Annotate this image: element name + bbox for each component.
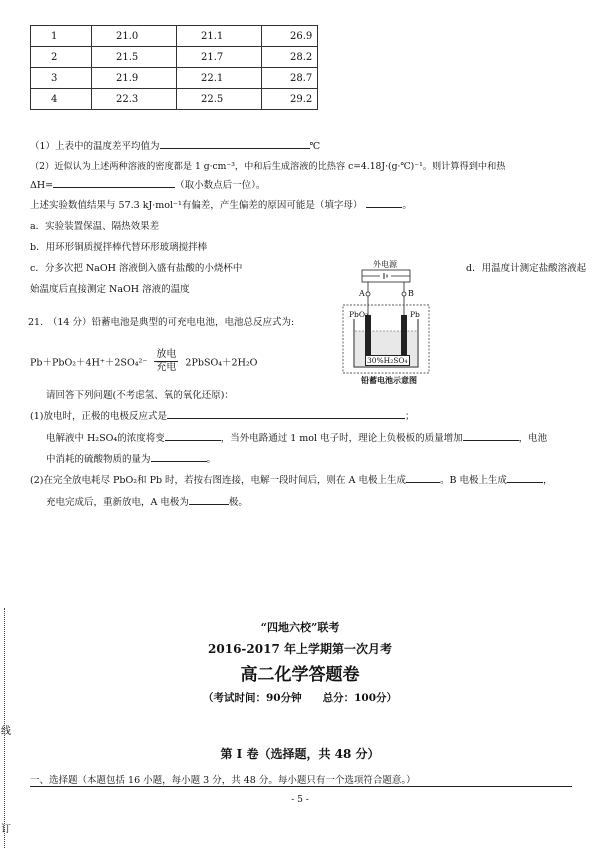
question-21-intro: 21. （14 分）铅蓄电池是典型的可充电电池，电池总反应式为: bbox=[28, 317, 295, 328]
part-1-text: 电解液中 H₂SO₄的浓度将变 bbox=[46, 433, 165, 444]
exam-union-title: “四地六校”联考 bbox=[260, 621, 340, 634]
question-21-instruction: 请回答下列问题(不考虑氢、氧的氧化还原)： bbox=[46, 390, 234, 401]
table-cell: 2 bbox=[31, 47, 92, 68]
option-b: b．用环形铜质搅拌棒代替环形玻璃搅拌棒 bbox=[30, 242, 208, 253]
delta-h-label: ΔH= bbox=[30, 180, 54, 191]
question-1-text: （1）上表中的温度差平均值为 bbox=[30, 141, 160, 152]
section-title: 第 I 卷（选择题，共 48 分） bbox=[220, 747, 380, 761]
table-row bbox=[31, 26, 318, 47]
part-2-text: 极。 bbox=[228, 497, 248, 508]
table-cell: 1 bbox=[31, 26, 92, 47]
part-1-text: ，当外电路通过 1 mol 电子时，理论上负极板的质量增加 bbox=[220, 433, 463, 444]
part-1-text: (1)放电时，正极的电极反应式是 bbox=[30, 411, 167, 422]
table-cell: 21.9 bbox=[92, 68, 177, 89]
question-3-text: 上述实验数值结果与 57.3 kJ·mol⁻¹有偏差，产生偏差的原因可能是（填字母） bbox=[30, 200, 363, 211]
table-cell: 22.1 bbox=[177, 68, 262, 89]
pbo2-label: PbO₂ bbox=[349, 310, 369, 319]
battery-schematic bbox=[340, 259, 435, 387]
option-a: a．实验装置保温、隔热效果差 bbox=[30, 221, 160, 232]
lead-battery-diagram bbox=[340, 259, 435, 387]
answer-sheet-title: 高二化学答题卷 bbox=[240, 665, 360, 685]
power-source-label: 外电源 bbox=[373, 260, 397, 269]
table-cell: 21.7 bbox=[177, 47, 262, 68]
question-3-line-1 bbox=[30, 197, 412, 211]
part-2-text: 。B 电极上生成 bbox=[439, 475, 507, 486]
answer-blank[interactable] bbox=[406, 472, 440, 483]
terminal-a-label: A bbox=[359, 289, 365, 298]
punctuation: ； bbox=[404, 411, 415, 422]
page-number: - 5 - bbox=[291, 795, 309, 805]
answer-blank[interactable] bbox=[151, 451, 207, 462]
answer-blank[interactable] bbox=[53, 177, 175, 188]
table-cell: 28.2 bbox=[262, 47, 318, 68]
table-cell: 26.9 bbox=[262, 26, 318, 47]
question-1 bbox=[30, 138, 320, 152]
part-1-text: ，电池 bbox=[518, 433, 548, 444]
question-2-line-1: （2）近似认为上述两种溶液的密度都是 1 g·cm⁻³，中和后生成溶液的比热容 c=4.18J·(g·℃)⁻¹。则计算得到中和热 bbox=[30, 161, 506, 172]
equation-arrow bbox=[154, 349, 178, 374]
table-row bbox=[31, 68, 318, 89]
part-2-text: (2)在完全放电耗尽 PbO₂和 Pb 时，若按右图连接，电解一段时间后，则在 A 电极上生成 bbox=[30, 475, 406, 486]
pb-label: Pb bbox=[410, 310, 420, 319]
divider-line bbox=[30, 786, 572, 787]
equation-products: 2PbSO₄＋2H₂O bbox=[185, 357, 258, 369]
question-21-part-1 bbox=[30, 408, 414, 422]
answer-blank[interactable] bbox=[189, 494, 229, 505]
table-cell: 21.5 bbox=[92, 47, 177, 68]
terminal-b-label: B bbox=[408, 289, 414, 298]
table-cell: 3 bbox=[31, 68, 92, 89]
pb-electrode bbox=[401, 315, 407, 357]
punctuation: 。 bbox=[206, 454, 217, 465]
terminal-a bbox=[366, 292, 370, 296]
answer-blank[interactable] bbox=[366, 197, 402, 208]
terminal-b bbox=[402, 292, 406, 296]
question-2-line-2 bbox=[30, 177, 265, 191]
equation-reactants: Pb＋PbO₂＋4H⁺＋2SO₄²⁻ bbox=[30, 357, 148, 369]
binding-mark-ding: 订 bbox=[1, 824, 11, 835]
section-instruction: 一、选择题（本题包括 16 小题，每小题 3 分，共 48 分。每小题只有一个选项符合题意。） bbox=[30, 775, 416, 786]
question-21-part-1-line-2 bbox=[46, 430, 547, 444]
table-cell: 29.2 bbox=[262, 89, 318, 110]
table-row bbox=[31, 47, 318, 68]
pbo2-electrode bbox=[365, 315, 371, 357]
punctuation: 。 bbox=[402, 200, 412, 211]
question-21-part-2 bbox=[30, 472, 553, 486]
exam-info: （考试时间：90分钟 总分：100分） bbox=[202, 692, 398, 704]
option-c-continued: 始温度后直接测定 NaOH 溶液的温度 bbox=[30, 284, 190, 295]
table-cell: 21.0 bbox=[92, 26, 177, 47]
option-d: d．用温度计测定盐酸溶液起 bbox=[466, 263, 587, 274]
binding-mark-xian: 线 bbox=[1, 726, 11, 737]
discharge-label: 放电 bbox=[156, 349, 177, 360]
answer-blank[interactable] bbox=[160, 138, 310, 149]
answer-blank[interactable] bbox=[165, 430, 221, 441]
table-cell: 28.7 bbox=[262, 68, 318, 89]
question-2-suffix: （取小数点后一位）。 bbox=[175, 180, 266, 191]
table-row bbox=[31, 89, 318, 110]
temperature-table bbox=[30, 25, 318, 110]
exam-term-title: 2016-2017 年上学期第一次月考 bbox=[208, 642, 392, 656]
unit-label: ℃ bbox=[309, 141, 321, 152]
option-c: c．分多次把 NaOH 溶液倒入盛有盐酸的小烧杯中 bbox=[30, 263, 243, 274]
charge-label: 充电 bbox=[156, 362, 177, 373]
question-21-part-2-line-2 bbox=[46, 494, 248, 508]
answer-blank[interactable] bbox=[507, 472, 543, 483]
reaction-equation bbox=[30, 349, 257, 374]
part-2-text: 充电完成后，重新放电，A 电极为 bbox=[46, 497, 189, 508]
electrolyte-label: 30%H₂SO₄ bbox=[367, 356, 408, 365]
table-cell: 21.1 bbox=[177, 26, 262, 47]
punctuation: ， bbox=[542, 475, 553, 486]
question-21-part-1-line-3 bbox=[46, 451, 216, 465]
table-cell: 4 bbox=[31, 89, 92, 110]
diagram-caption: 铅蓄电池示意图 bbox=[361, 375, 417, 385]
part-1-text: 中消耗的硫酸物质的量为 bbox=[46, 454, 151, 465]
answer-blank[interactable] bbox=[463, 430, 519, 441]
table-cell: 22.5 bbox=[177, 89, 262, 110]
table-cell: 22.3 bbox=[92, 89, 177, 110]
answer-blank[interactable] bbox=[167, 408, 405, 419]
